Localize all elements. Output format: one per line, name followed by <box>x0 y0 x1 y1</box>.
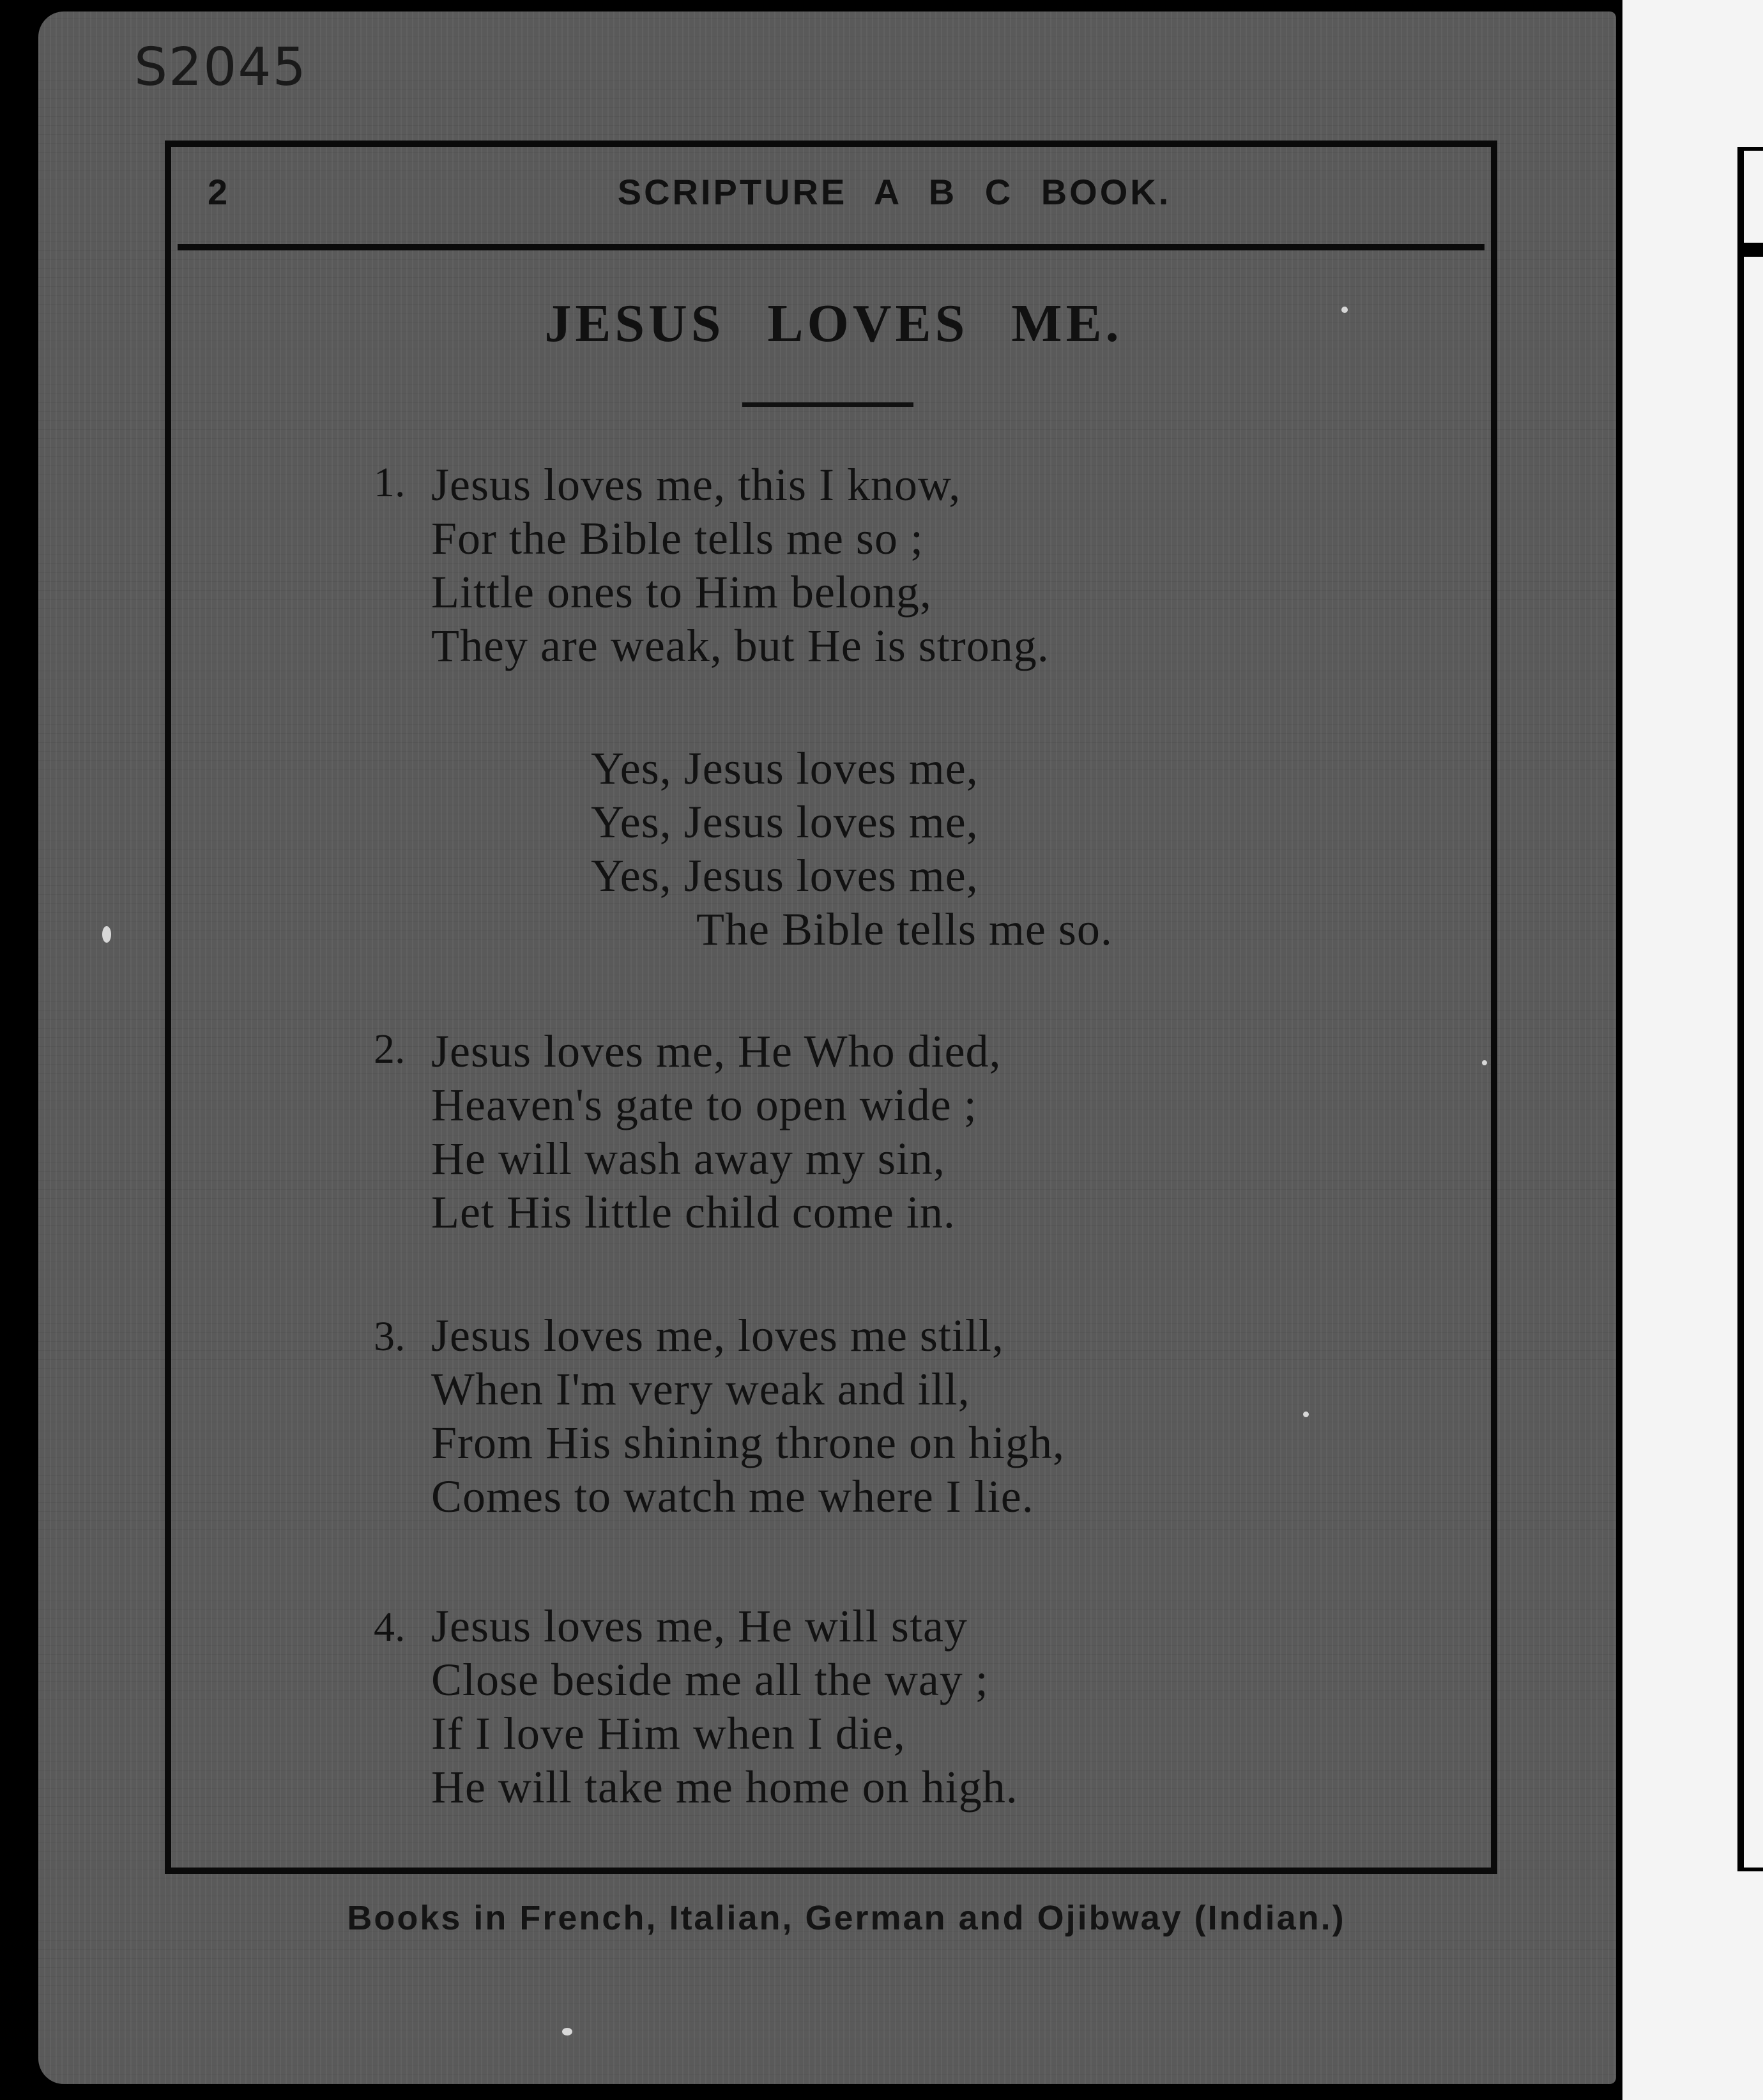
verse-line: From His shining throne on high, <box>431 1417 1065 1468</box>
verse-line: Close beside me all the way ; <box>431 1654 989 1705</box>
verse-line: Let His little child come in. <box>431 1187 956 1238</box>
verse-line: He will wash away my sin, <box>431 1133 945 1184</box>
chorus-line: Yes, Jesus loves me, <box>591 850 979 901</box>
verse-line: For the Bible tells me so ; <box>431 513 924 564</box>
manuscript-number: S2045 <box>134 37 307 98</box>
verse-number: 4. <box>374 1604 406 1650</box>
verse-line: He will take me home on high. <box>431 1761 1018 1813</box>
header-rule <box>178 244 1484 250</box>
paper-speck <box>1341 307 1348 313</box>
song-title: JESUS LOVES ME. <box>544 294 1123 353</box>
adjacent-page-mark <box>1744 243 1763 257</box>
verse-line: Jesus loves me, He will stay <box>431 1601 968 1652</box>
adjacent-page-border <box>1737 147 1763 1871</box>
running-head: SCRIPTURE A B C BOOK. <box>617 172 1172 212</box>
paper-speck <box>102 926 111 943</box>
verse-line: Jesus loves me, He Who died, <box>431 1026 1002 1077</box>
verse-number: 2. <box>374 1026 406 1072</box>
verse-line: Heaven's gate to open wide ; <box>431 1079 977 1130</box>
verse-line: Comes to watch me where I lie. <box>431 1471 1034 1522</box>
verse-line: Little ones to Him belong, <box>431 567 932 618</box>
chorus-line: The Bible tells me so. <box>696 904 1113 955</box>
paper-speck <box>1482 1060 1487 1065</box>
verse-line: If I love Him when I die, <box>431 1708 906 1759</box>
verse-number: 3. <box>374 1313 406 1360</box>
footer-note: Books in French, Italian, German and Ojibway (Indian.) <box>347 1899 1346 1937</box>
chorus-line: Yes, Jesus loves me, <box>591 743 979 794</box>
page-number: 2 <box>208 172 228 212</box>
verse-line: Jesus loves me, this I know, <box>431 459 961 510</box>
verse-number: 1. <box>374 459 406 506</box>
title-rule <box>742 402 913 407</box>
chorus-line: Yes, Jesus loves me, <box>591 796 979 848</box>
verse-line: When I'm very weak and ill, <box>431 1364 970 1415</box>
paper-speck <box>1303 1411 1309 1417</box>
verse-line: Jesus loves me, loves me still, <box>431 1310 1004 1361</box>
verse-line: They are weak, but He is strong. <box>431 620 1049 671</box>
paper-speck <box>562 2028 572 2035</box>
